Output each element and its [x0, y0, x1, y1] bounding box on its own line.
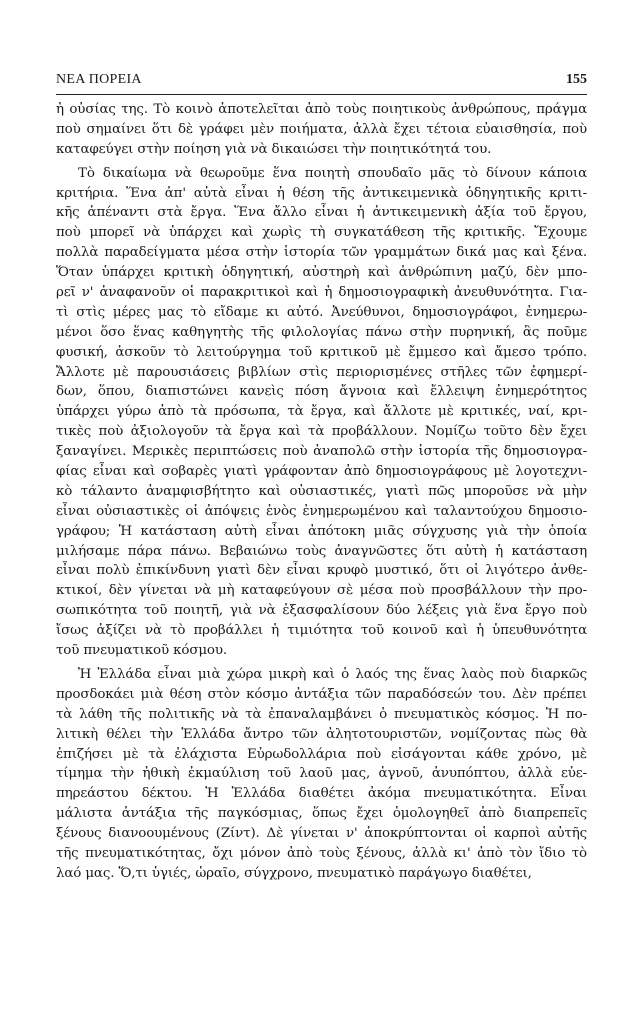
- text-line: Ἄλλοτε μὲ παρουσιάσεις βιβλίων στὶς περιορισμένες στῆλες τῶν ἐφημερί-: [56, 364, 587, 380]
- text-line: τικὲς ποὺ ἀξιολογοῦν τὰ ἔργα καὶ τὰ προβάλλουν. Νομίζω τοῦτο δὲν ἔχει: [56, 424, 587, 440]
- text-line: πολλὰ παραδείγματα μέσα στὴν ἱστορία τῶν γραμμάτων δικά μας καὶ ξένα.: [56, 245, 587, 261]
- text-line: προσδοκάει μιὰ θέση στὸν κόσμο ἀντάξια τῶν παραδόσεών του. Δὲν πρέπει: [56, 686, 587, 702]
- text-line: ποὺ μπορεῖ νὰ ὑπάρχει καὶ χωρὶς τὴ συγκατάθεση τῆς κριτικῆς. Ἔχουμε: [56, 225, 587, 241]
- text-line: ξένους διανοουμένους (Ζίντ). Δὲ γίνεται ν' ἀποκρύπτονται οἱ καρποὶ αὐτῆς: [56, 826, 587, 842]
- text-line: εἶναι πολὺ ἐπικίνδυνη γιατὶ δὲν εἶναι κρυφὸ μυστικό, ὅτι οἱ λιγότερο ἀνθε-: [56, 563, 587, 579]
- text-line: μάλιστα ἀντάξια τῆς παγκόσμιας, ὅπως ἔχει ὁμολογηθεῖ ἀπὸ διαπρεπεῖς: [56, 806, 587, 822]
- text-line: μένοι ὅσο ἕνας καθηγητὴς τῆς φιλολογίας πάνω στὴν πυρηνική, ἂς ποῦμε: [56, 324, 587, 340]
- text-line: κῆς ἀπέναντι στὰ ἔργα. Ἕνα ἄλλο εἶναι ἡ ἀντικειμενικὴ ἀξία τοῦ ἔργου,: [56, 205, 587, 221]
- text-line: φίας εἶναι καὶ σοβαρὲς γιατὶ γράφονταν ἀπὸ δημοσιογράφους μὲ λογοτεχνι-: [56, 464, 587, 480]
- text-line: ξαναγίνει. Μερικὲς περιπτώσεις ποὺ ἀναπολῶ στὴν ἱστορία τῆς δημοσιογρα-: [56, 444, 587, 460]
- text-line: Τὸ δικαίωμα νὰ θεωροῦμε ἕνα ποιητὴ σπουδαῖο μᾶς τὸ δίνουν κάποια: [78, 165, 587, 181]
- paragraph: [56, 164, 587, 661]
- text-line: κριτήρια. Ἕνα ἀπ' αὐτὰ εἶναι ἡ θέση τῆς ἀντικειμενικὰ ὁδηγητικῆς κριτι-: [56, 185, 587, 201]
- text-line: ἐπιζήσει μὲ τὰ ἐλάχιστα Εὐρωδολλάρια ποὺ εἰσάγονται κάθε χρόνο, μὲ: [56, 746, 587, 762]
- text-line: κὸ τάλαντο ἀναμφισβήτητο καὶ οὐσιαστικές, γιατὶ πῶς μποροῦσε νὰ μὴν: [56, 483, 587, 499]
- text-line: καταφεύγει στὴν ποίηση γιὰ νὰ δικαιώσει τὴν ποιητικότητά του.: [56, 141, 492, 157]
- text-line: τὶ στὶς μέρες μας τὸ εἴδαμε κι αὐτό. Ἀνεύθυνοι, δημοσιογράφοι, ἐνημερω-: [56, 304, 587, 320]
- text-line: γράφου; Ἡ κατάσταση αὐτὴ εἶναι ἀπότοκη μιᾶς σύγχυσης γιὰ τὴν ὁποία: [56, 523, 587, 539]
- text-line: τὰ λάθη τῆς πολιτικῆς νὰ τὰ ἐπαναλαμβάνει ὁ πνευματικὸς κόσμος. Ἡ πο-: [56, 706, 587, 722]
- journal-title: ΝΕΑ ΠΟΡΕΙΑ: [56, 72, 142, 87]
- text-line: ποὺ σημαίνει ὅτι δὲ γράφει μὲν ποιήματα, ἀλλὰ ἔχει τέτοια εὐαισθησία, ποὺ: [56, 121, 587, 137]
- text-line: εἶναι οὐσιαστικὲς οἱ ἀπόψεις ἑνὸς ἐνημερωμένου καὶ ταλαντούχου δημοσιο-: [56, 503, 587, 519]
- header-rule: [56, 94, 587, 95]
- body-text: [56, 100, 587, 884]
- text-line: ρεῖ ν' ἀναφανοῦν οἱ παρακριτικοὶ καὶ ἡ δημοσιογραφικὴ ἀνευθυνότητα. Για-: [56, 285, 587, 301]
- paragraph: [56, 100, 587, 160]
- text-line: τοῦ πνευματικοῦ κόσμου.: [56, 643, 228, 659]
- text-line: κτικοί, δὲν γίνεται νὰ μὴ καταφεύγουν σὲ μέσα ποὺ προσβάλλουν τὴν προ-: [56, 583, 587, 599]
- text-line: φυσική, ἀσκοῦν τὸ λειτούργημα τοῦ κριτικοῦ μὲ ἔμμεσο καὶ ἄμεσο τρόπο.: [56, 344, 587, 360]
- paragraph: [56, 665, 587, 884]
- text-line: μιλήσαμε πάρα πάνω. Βεβαιώνω τοὺς ἀναγνῶστες ὅτι αὐτὴ ἡ κατάσταση: [56, 543, 587, 559]
- text-line: Ὅταν ὑπάρχει κριτικὴ ὁδηγητική, αὐστηρὴ καὶ ἀνθρώπινη μαζύ, δὲν μπο-: [56, 265, 587, 281]
- text-line: δων, ὅπου, διαπιστώνει κανεὶς πόση ἄγνοια καὶ ἔλλειψη ἐνημερότητος: [56, 384, 587, 400]
- text-line: Ἡ Ἑλλάδα εἶναι μιὰ χώρα μικρὴ καὶ ὁ λαός της ἕνας λαὸς ποὺ διαρκῶς: [78, 666, 587, 682]
- text-line: τῆς πνευματικότητας, ὄχι μόνον ἀπὸ τοὺς ξένους, ἀλλὰ κι' ἀπὸ τὸν ἴδιο τὸ: [56, 845, 587, 861]
- text-line: λαό μας. Ὅ,τι ὑγιές, ὡραῖο, σύγχρονο, πνευματικὸ παράγωγο διαθέτει,: [56, 865, 532, 881]
- text-line: ἴσως ἀξίζει νὰ τὸ προβάλλει ἡ τιμιότητα τοῦ κοινοῦ καὶ ἡ ὑπευθυνότητα: [56, 623, 587, 639]
- text-line: ὑπάρχει γύρω ἀπὸ τὰ πρόσωπα, τὰ ἔργα, καὶ ἄλλοτε μὲ κριτικές, ναί, κρι-: [56, 404, 587, 420]
- text-line: σωπικότητα τοῦ ποιητῆ, γιὰ νὰ ἐξασφαλίσουν δύο λέξεις γιὰ ἕνα ἔργο ποὺ: [56, 603, 587, 619]
- text-line: τίμημα τὴν ἠθικὴ ἐκμαύλιση τοῦ λαοῦ μας, ἁγνοῦ, ἀνυπόπτου, ἀλλὰ εὐε-: [56, 766, 587, 782]
- page-number: 155: [566, 72, 587, 87]
- text-line: πηρεάστου δέκτου. Ἡ Ἑλλάδα διαθέτει ἀκόμα πνευματικότητα. Εἶναι: [56, 786, 587, 802]
- text-line: λιτικὴ θέλει τὴν Ἑλλάδα ἄντρο τῶν ἀλητοτουριστῶν, νομίζοντας πὼς θὰ: [56, 726, 587, 742]
- text-line: ἡ οὐσίας της. Τὸ κοινὸ ἀποτελεῖται ἀπὸ τοὺς ποιητικοὺς ἀνθρώπους, πράγμα: [56, 102, 587, 117]
- running-head: [56, 72, 587, 94]
